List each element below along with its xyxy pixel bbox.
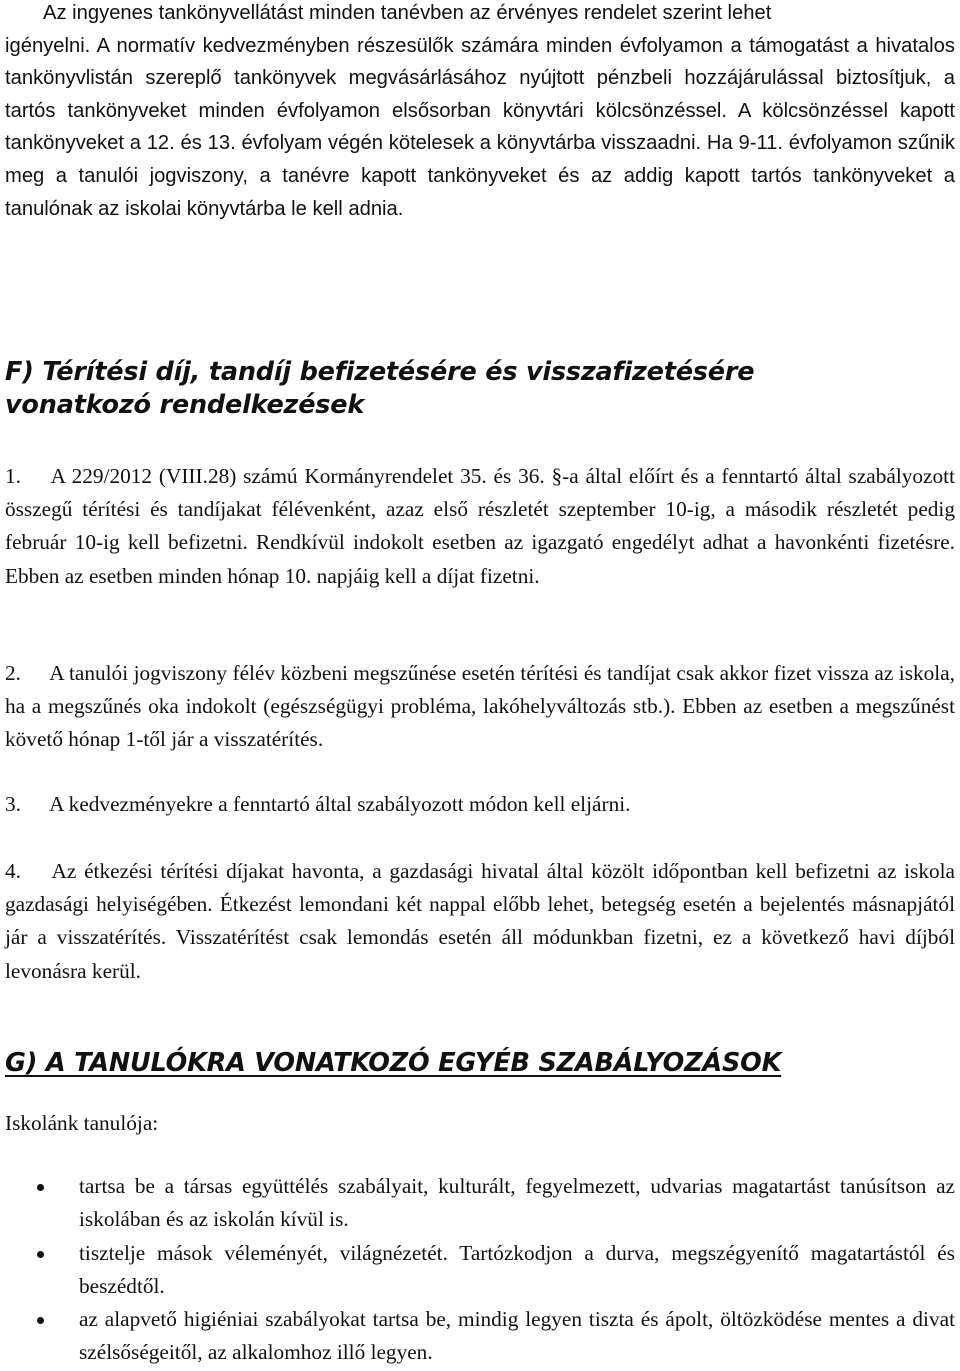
item-number	[5, 0, 43, 30]
list-item	[5, 1237, 955, 1304]
item-2-first-line-text: Az ingyenes tankönyvellátást minden tanévben az érvényes rendelet szerint lehet	[43, 2, 772, 24]
item-number: 2.	[5, 661, 21, 685]
item-number: 4.	[5, 859, 21, 883]
bullet-icon	[37, 1184, 44, 1191]
bullet-text: az alapvető higiéniai szabályokat tartsa be, mindig legyen tiszta és ápolt, öltözködése mentes a divat szélsőségeitől, az alkalomhoz illő legyen.	[79, 1307, 955, 1365]
bullet-text: tartsa be a társas együttélés szabályait, kulturált, fegyelmezett, udvarias magatartást tanúsítson az iskolában és az iskolán kívül is.	[79, 1174, 955, 1232]
section-f-item-2	[5, 657, 955, 757]
section-g-intro: Iskolánk tanulója:	[5, 1111, 159, 1135]
item-number: 1.	[5, 464, 21, 488]
item-text: Az étkezési térítési díjakat havonta, a gazdasági hivatal által közölt időpontban kell befizetni az iskola gazdasági helyiségében. Étkezést lemondani két nappal előbb lehet, betegség esetén a bejelentés másnapjától jár a visszatérítés. Visszatérítést csak lemondás esetén áll módunkban fizetni, ez a következő havi díjból levonásra kerül.	[5, 859, 955, 983]
item-text: A tanulói jogviszony félév közbeni megszűnése esetén térítési és tandíjat csak akkor fizet vissza az iskola, ha a megszűnés oka indokolt (egészségügyi probléma, lakóhelyváltozás stb.). Ebben az esetben a megszűnést követő hónap 1-től jár a visszatérítés.	[5, 661, 955, 752]
section-f-item-4	[5, 855, 955, 988]
bullet-icon	[37, 1317, 44, 1324]
item-2-body: igényelni. A normatív kedvezményben részesülők számára minden évfolyamon a támogatást a hivatalos tankönyvlistán szereplő tankönyvek megvásárlásához nyújtott pénzbeli hozzájárulással biztosítjuk, a tartós tankönyveket minden évfolyamon elsősorban könyvtári kölcsönzéssel. A kölcsönzéssel kapott tankönyveket a 12. és 13. évfolyam végén kötelesek a könyvtárba visszaadni. Ha 9-11. évfolyamon szűnik meg a tanulói jogviszony, a tanévre kapott tankönyveket és az addig kapott tartós tankönyveket a tanulónak az iskolai könyvtárba le kell adnia.	[5, 34, 955, 220]
item-2-textbook-provision	[5, 0, 955, 225]
item-text: A 229/2012 (VIII.28) számú Kormányrendelet 35. és 36. §-a által előírt és a fenntartó által szabályozott összegű térítési és tandíjakat félévenként, azaz első részletét szeptember 10-ig, a második részletét pedig február 10-ig kell befizetni. Rendkívül indokolt esetben az igazgató engedélyt adhat a havonkénti fizetésre. Ebben az esetben minden hónap 10. napjáig kell a díjat fizetni.	[5, 464, 955, 588]
item-2-first-line	[5, 0, 955, 30]
section-g-heading: G) A TANULÓKRA VONATKOZÓ EGYÉB SZABÁLYOZÁSOK	[5, 1048, 782, 1078]
bullet-text: tisztelje mások véleményét, világnézetét. Tartózkodjon a durva, megszégyenítő magatartástól és beszédtől.	[79, 1240, 955, 1298]
rules-bullet-list	[5, 1170, 955, 1370]
section-f-heading: F) Térítési díj, tandíj befizetésére és visszafizetésére vonatkozó rendelkezések	[5, 357, 755, 420]
item-text: A kedvezményekre a fenntartó által szabályozott módon kell eljárni.	[49, 792, 631, 816]
section-f-item-1	[5, 460, 955, 593]
list-item	[5, 1303, 955, 1370]
list-item	[5, 1170, 955, 1237]
section-f-item-3	[5, 788, 955, 821]
bullet-icon	[37, 1251, 44, 1258]
item-number: 3.	[5, 792, 21, 816]
